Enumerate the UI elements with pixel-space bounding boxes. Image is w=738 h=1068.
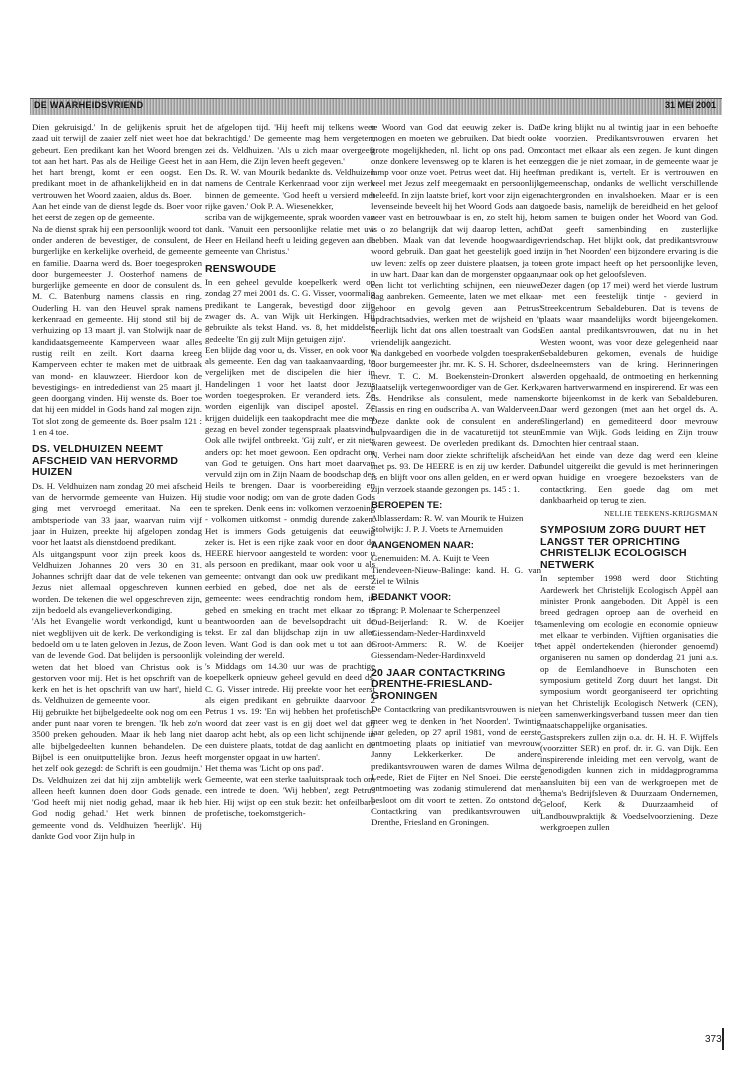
paragraph: Het thema was 'Licht op ons pad'. (205, 762, 324, 773)
paragraph: Gemeente, wat een sterke taaluitspraak toch om een intrede te doen. 'Wij hebben', zegt Petrus hier. Hij wijst op een stuk bezit: het onfeilbare profetische, toekomstgerich- (205, 774, 375, 819)
list-item: Oud-Beijerland: R. W. de Koeijer te Giessendam-Neder-Hardinxveld (371, 616, 541, 638)
issue-date: 31 MEI 2001 (664, 100, 716, 110)
paragraph: Ds. Veldhuizen zei dat hij zijn ambtelijk werk alleen heeft kunnen doen door Gods genade. 'God heeft mij niet nodig gehad, maar ik heb God nodig gehad.' Het werk binnen de gemeente vond ds. Veldhuizen 'heerlijk'. Hij dankte God voor Zijn hulp in (32, 774, 202, 842)
paragraph: Na dankgebed en voorbede volgden toespraken door burgemeester jhr. mr. K. S. H. Schorer, ds. mevr. T. C. M. Boekenstein-Dronkert als plaatselijk vertegenwoordiger van de Ger. Kerk, ds. Hendrikse als consulent, mede namens classis en ring en oudscriba A. van Walderveen. Deze dankte ook de consulent en andere hulpvaardigen die in de vacaturetijd tot steun waren geweest. De overleden predikant ds. D. N. Verhei nam door ziekte schriftelijk afscheid met ps. 93. De HEERE is en zij uw kerder. Dat is en blijft voor ons allen gelden, en er werd op zijn verzoek staande gezongen ps. 145 : 1. (371, 347, 541, 494)
list-item: Groot-Ammers: R. W. de Koeijer te Giessendam-Neder-Hardinxveld (371, 639, 541, 661)
masthead: DE WAARHEIDSVRIEND (34, 100, 144, 110)
paragraph: De kring blijkt nu al twintig jaar in een behoefte te voorzien. Predikantsvrouwen ervaren het contact met elkaar als een zegen. Je kunt dingen zeggen die je niet zomaar, in de gemeente waar je man predikant is, vertelt. Er is vertrouwen en gemeenschap, ondanks de wellicht verschillende achtergronden en invalshoeken. Maar er is een goede basis, namelijk de bereidheid en het geloof om samen te buigen onder het Woord van God. Dat geeft samenbinding en zusterlijke vriendschap. Het blijkt ook, dat predikantsvrouw zijn in 'het Noorden' een bijzondere ervaring is die een grote impact heeft op het persoonlijke leven, maar ook op het geloofsleven. (540, 122, 718, 279)
paragraph: scriba van de wijkgemeente, sprak woorden van dank. 'Vanuit een persoonlijke relatie met uw Heer en Heiland heeft u leiding gegeven aan de gemeente van Christus.' (205, 212, 375, 257)
column-2 (205, 122, 375, 819)
paragraph: Na de dienst sprak hij een persoonlijk woord tot onder anderen de bevestiger, de consulent, de burgerlijke en kerkelijke overheid, de gemeente en familie. Daarna werd ds. Boer toegesproken door burgemeester J. Oosterhof namens de burgerlijke gemeente en door de consulent ds. M. C. Batenburg namens classis en ring. Ouderling H. van den Heuvel sprak namens kerkenraad en gemeente. Hij stond stil bij de verhuizing op 13 maart jl. van Stolwijk naar de kandidaatsgemeente Kamperveen waar alles rustig reilt en zeilt. Kort daarna kreeg Kamperveen echter te maken met de uitbraak van mond- en klauwzeer. Hierdoor kon de bevestigings- en intrededienst van 25 maart jl. geen doorgang vinden. Hij wenste ds. Boer toe dat hij een middel in Gods hand zal mogen zijn. Tot slot zong de gemeente ds. Boer psalm 121 : 1 en 4 toe. (32, 223, 202, 438)
paragraph: te Woord van God dat eeuwig zeker is. Dat mogen en moeten we gebruiken. Dat biedt ook grote mogelijkheden, nl. licht op ons pad. Om onze donkere levensweg op te klaren is het een lamp voor onze voet. Petrus weet dat. Hij heeft veel met Jezus zelf meegemaakt en persoonlijk beleefd. In zijn laatste brief, kort voor zijn eigen levenseinde beveelt hij het Woord Gods aan dat zeer vast en betrouwbaar is en, zo stelt hij, het is o zo belangrijk dat wij daarop letten, acht hebben. Maak van dat levende hoogwaardige woord gebruik. Dan gaat het geestelijk goed in uw leven: zelfs op zeer duistere plaatsen, ja tot in uw hart. Daar kan dan de morgenster opgaan, een licht tot verlichting schijnen, een nieuwe dag aanbreken. Gemeente, laten we met elkaar gehoor en gevolg geven aan Petrus' opdrachtsadvies, werken met de wijsheid en 't heerlijk licht dat ons allen toestraalt van Gods vriendelijk aangezicht. (371, 122, 542, 347)
paragraph: Gastsprekers zullen zijn o.a. dr. H. H. F. Wijffels (voorzitter SER) en prof. dr. ir. G. van Dijk. Een inspirerende inleiding met een vervolg, want de genodigden kunnen zich in middagprogramma aansluiten bij een van de werkgroepen met de thema's Bedrijfsleven & Duurzaam Ondernemen, Geloof, Kerk & Duurzaamheid of Landbouwpraktijk & Voedselvoorziening. Deze werkgroepen zullen (540, 731, 718, 832)
paragraph: Dien gekruisigd.' In de gelijkenis spruit het zaad uit terwijl de zaaier zelf niet weet hoe dat gebeurt. Een predikant kan het Woord brengen tot aan het hart. Pas als de Heilige Geest het in het hart brengt, komt er een oogst. Een predikant moet in de afhankelijkheid en in dat vertrouwen het Woord zaaien, aldus ds. Boer. (32, 122, 202, 200)
paragraph: 'Als het Evangelie wordt verkondigd, kunt u niet wegblijven uit de kerk. De verkondiging is bedoeld om u te laten geloven in Jezus, de Zoon van de levende God. Dat belijden is persoonlijk weten dat het bloed van Christus ook is gestorven voor mij. Het is het opschrift van de kerk en het is het opschrift van uw hart', hield ds. Veldhuizen de gemeente voor. (32, 616, 202, 706)
article-heading: RENSWOUDE (205, 262, 277, 275)
paragraph: Dezer dagen (op 17 mei) werd het vierde lustrum - met een feestelijk tintje - gevierd in Streekcentrum Sebaldeburen. Dat is tevens de plaats waar maandelijks wordt bijeengekomen. Een aantal predikantsvrouwen, dat nu in het Westen woont, was voor deze gelegenheid naar Sebaldeburen gekomen, evenals de huidige deelneemsters van de kring. Herinneringen werden opgehaald, de ontmoeting en herkenning waren hartverwarmend en inspirerend. Er was een korte bijeenkomst in de kerk van Sebaldeburen. Daar werd gezongen (met aan het orgel ds. A. Slingerland) en gemediteerd door mevrouw Emmie van Wijk. Gods leiding en Zijn trouw mochten hier centraal staan. (540, 280, 718, 449)
list-item: Tiendeveen-Nieuw-Balinge: kand. H. G. van Ziel te Wilnis (371, 564, 541, 586)
paragraph: Een blijde dag voor u, ds. Visser, en ook voor u als gemeente. Een dag van taakaanvaarding, te vergelijken met de discipelen die hier in Handelingen 1 voor het laatst door Jezus worden toegesproken. Er veranderd iets. Ze worden eigenlijk van discipel apostel. Ze krijgen duidelijk een taakopdracht mee die met gezag en bevel zonder tegenspraak plaatsvindt. Ook alle twijfel ontbreekt. 'Gij zult', er zit niets anders op: het moet gewoon. Een opdracht om van God te getuigen. Ons hart moet daarvan vervuld zijn om in Zijn Naam de boodschap des Heils te brengen. Daar is voorbereiding en studie voor nodig; om van de grote daden Gods te spreken. Denk eens in: volkomen verzoening - volkomen uitkomst - onmdig durende zaken. Het is immers Gods getuigenis dat eeuwig zeker is. Het is een rijke zaak voor en door de HEERE hiervoor aangesteld te worden: voor u als persoon en predikant, maar ook voor u als gemeente: ontvangt dan ook uw predikant met eerbied en gebed, doe net als de eerste gemeente: wees eendrachtig rondom hem, in gebed en smeking en tracht met elkaar zo te beantwoorden aan de bevelsopdracht uit de tekst. Er zal dan blijdschap zijn in uw aller leven. Want God is dan ook met u tot aan de voleinding der wereld. (205, 344, 375, 660)
list-item: Genemuiden: M. A. Kuijt te Veen (371, 553, 490, 564)
paragraph: De Contactkring van predikantsvrouwen is niet meer weg te denken in 'het Noorden'. Twintig jaar geleden, op 27 april 1981, vond de eerste ontmoeting plaats op initiatief van mevrouw Janny Lekkerkerker. De andere predikantsvrouwen waren de dames Wilma de Leede, Riet de Fijter en Nel Snoei. Die eerste ontmoeting was zodanig stimulerend dat men besloot om dit voort te zetten. Zo ontstond de Contactkring van predikantsvrouwen uit Drenthe, Friesland en Groningen. (371, 704, 541, 828)
paragraph: Hij gebruikte het bijbelgedeelte ook nog om een ander punt naar voren te brengen. 'Ik heb zo'n 3500 preken gehouden. Maar ik heb lang niet alle bijbelgedeelten kunnen behandelen. De Bijbel is een onuitputtelijke bron. Jezus heeft het zelf ook gezegd: de Schrift is een goudmijn.' (32, 706, 202, 774)
article-heading: 20 JAAR CONTACTKRING DRENTHE-FRIESLAND-GRONINGEN (371, 666, 506, 702)
paragraph: de afgelopen tijd. 'Hij heeft mij telkens weer bekrachtigd.' De gemeente mag hem vergeten, zei ds. Veldhuizen. 'Als u zich maar overgeeft aan Hem, die Zijn leven heeft gegeven.' (205, 122, 375, 166)
column-3 (371, 122, 541, 829)
paragraph: Als uitgangspunt voor zijn preek koos ds. Veldhuizen Johannes 20 vers 30 en 31. Johannes schrijft daar dat de vele tekenen van Jezus niet allemaal opgeschreven kunnen worden. De tekenen die wel opgeschreven zijn, zijn bedoeld als evangelieverkondiging. (32, 548, 202, 616)
column-4 (540, 122, 718, 833)
list-item: Sprang: P. Molenaar te Scherpenzeel (371, 605, 501, 616)
paragraph: Ds. R. W. van Mourik bedankte ds. Veldhuizen namens de Centrale Kerkenraad voor zijn werk binnen de gemeente. 'God heeft u versierd met rijke gaven.' Ook P. A. Wiesenekker, (205, 167, 375, 212)
page-header (30, 98, 722, 115)
page-number: 373 (705, 1034, 722, 1045)
article-heading: SYMPOSIUM ZORG DUURT HET LANGST TER OPRICHTING CHRISTELIJK ECOLOGISCH NETWERK (540, 524, 706, 571)
author-signature: NELLIE TEEKENS-KRIJGSMAN (604, 509, 718, 519)
paragraph: Ds. H. Veldhuizen nam zondag 20 mei afscheid van de hervormde gemeente van Huizen. Hij ging met vervroegd emeritaat. Na een ambtsperiode van 33 jaar, waarvan ruim vijf jaar in Huizen, preekte hij afgelopen zondag voor het laatst als dienstdoend predikant. (32, 480, 202, 548)
list-item: Stolwijk: J. P. J. Voets te Arnemuiden (371, 524, 503, 535)
paragraph: Aan het einde van de dienst legde ds. Boer voor het eerst de zegen op de gemeente. (32, 201, 202, 223)
paragraph: In september 1998 werd door Stichting Aardewerk het Christelijk Ecologisch Appèl aan minister Pronk aangeboden. Dit Appèl is een breed gedragen oproep aan de overheid en samenleving om ecologie en economie opnieuw met elkaar te verbinden. Vijftien organisaties die het appèl ondertekenden (hieronder genoemd) organiseren nu samen op donderdag 21 juni a.s. op de Eemlandhoeve in Bunschoten een symposium getiteld Zorg duurt het langst. Dit symposium wordt georganiseerd ter oprichting van het Christelijk Ecologisch Netwerk (CEN), een samenwerkingsverband tussen meer dan tien maatschappelijke organisaties. (540, 573, 718, 731)
section-heading: AANGENOMEN NAAR: (371, 540, 474, 552)
article-heading: DS. VELDHUIZEN NEEMT AFSCHEID VAN HERVORMD HUIZEN (32, 443, 179, 479)
paragraph: Aan het einde van deze dag werd een kleine bundel uitgereikt die gevuld is met herinneringen van huidige en vroegere bezoeksters van de contactkring. Een goede dag om met dankbaarheid op terug te zien. (540, 449, 718, 505)
paragraph: 's Middags om 14.30 uur was de prachtige koepelkerk opnieuw geheel gevuld en deed ds. C. G. Visser intrede. Hij preekte voor het eerst als eigen predikant en gebruikte daarvoor 2 Petrus 1 vs. 19: 'En wij hebben het profetische woord dat zeer vast is en gij doet wel dat gij daarop acht hebt, als op een licht schijnende in een duistere plaats, totdat de dag aanlicht en de morgenster opgaat in uw harten'. (205, 661, 375, 762)
paragraph: In een geheel gevulde koepelkerk werd op zondag 27 mei 2001 ds. C. G. Visser, voormalig predikant te Langerak, bevestigd door zijn zwager ds. A. van Wijk uit Herkingen. Hij gebruikte als tekst Hand. vs. 8, het middelste gedeelte 'En gij zult Mijn getuigen zijn'. (205, 277, 375, 344)
page-edge-marker (722, 1028, 724, 1050)
section-heading: BEROEPEN TE: (371, 499, 443, 511)
column-1 (32, 122, 202, 842)
section-heading: BEDANKT VOOR: (371, 592, 452, 604)
list-item: Alblasserdam: R. W. van Mourik te Huizen (371, 512, 524, 523)
